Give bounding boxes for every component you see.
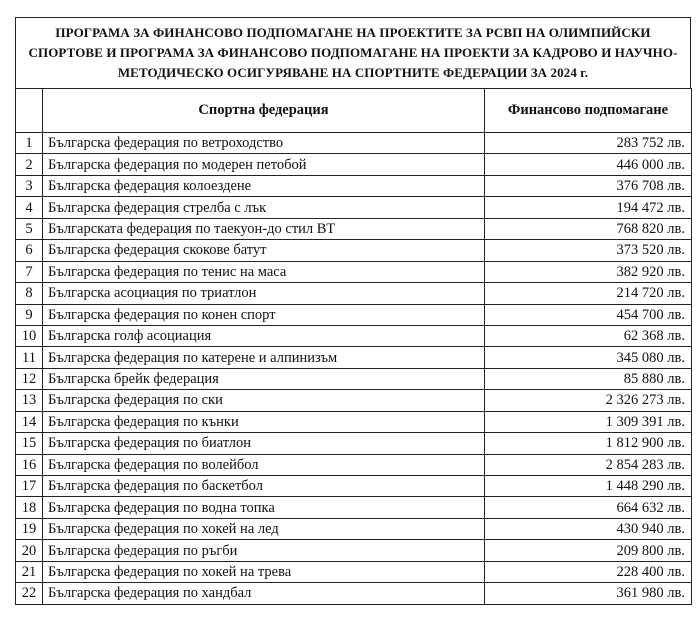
federation-name: Българска асоциация по триатлон bbox=[43, 283, 485, 304]
funding-amount: 430 940 лв. bbox=[485, 518, 692, 539]
table-row bbox=[16, 497, 692, 518]
table-row bbox=[16, 518, 692, 539]
federation-name: Българска федерация по хокей на лед bbox=[43, 518, 485, 539]
funding-amount: 376 708 лв. bbox=[485, 175, 692, 196]
funding-amount: 2 326 273 лв. bbox=[485, 390, 692, 411]
row-number: 1 bbox=[16, 133, 43, 154]
table-row bbox=[16, 347, 692, 368]
federation-name: Българска федерация по биатлон bbox=[43, 433, 485, 454]
table-row bbox=[16, 390, 692, 411]
funding-amount: 209 800 лв. bbox=[485, 540, 692, 561]
header-federation: Спортна федерация bbox=[43, 89, 485, 133]
federation-name: Българска федерация по кънки bbox=[43, 411, 485, 432]
table-row bbox=[16, 283, 692, 304]
row-number: 18 bbox=[16, 497, 43, 518]
row-number: 10 bbox=[16, 325, 43, 346]
funding-amount: 283 752 лв. bbox=[485, 133, 692, 154]
federation-name: Българската федерация по таекуон-до стил ВТ bbox=[43, 218, 485, 239]
federation-name: Българска федерация по модерен петобой bbox=[43, 154, 485, 175]
federation-name: Българска федерация по ски bbox=[43, 390, 485, 411]
federation-name: Българска федерация по ветроходство bbox=[43, 133, 485, 154]
table-body bbox=[16, 133, 692, 605]
federation-name: Българска федерация скокове батут bbox=[43, 240, 485, 261]
row-number: 2 bbox=[16, 154, 43, 175]
funding-amount: 454 700 лв. bbox=[485, 304, 692, 325]
header-funding: Финансово подпомагане bbox=[485, 89, 692, 133]
funding-amount: 768 820 лв. bbox=[485, 218, 692, 239]
row-number: 21 bbox=[16, 561, 43, 582]
title-line-3: МЕТОДИЧЕСКО ОСИГУРЯВАНЕ НА СПОРТНИТЕ ФЕДЕРАЦИИ ЗА 2024 г. bbox=[117, 65, 589, 80]
table-row bbox=[16, 433, 692, 454]
federation-name: Българска федерация по конен спорт bbox=[43, 304, 485, 325]
table-row bbox=[16, 304, 692, 325]
table-row bbox=[16, 540, 692, 561]
federation-name: Българска федерация по ръгби bbox=[43, 540, 485, 561]
table-row bbox=[16, 154, 692, 175]
federation-name: Българска федерация по тенис на маса bbox=[43, 261, 485, 282]
table-row bbox=[16, 476, 692, 497]
header-number bbox=[16, 89, 43, 133]
row-number: 7 bbox=[16, 261, 43, 282]
table-row bbox=[16, 368, 692, 389]
row-number: 14 bbox=[16, 411, 43, 432]
table-row bbox=[16, 411, 692, 432]
funding-amount: 194 472 лв. bbox=[485, 197, 692, 218]
table-row bbox=[16, 561, 692, 582]
table-row bbox=[16, 240, 692, 261]
funding-amount: 2 854 283 лв. bbox=[485, 454, 692, 475]
document bbox=[15, 17, 691, 605]
document-title bbox=[15, 17, 691, 88]
funding-amount: 1 812 900 лв. bbox=[485, 433, 692, 454]
funding-amount: 62 368 лв. bbox=[485, 325, 692, 346]
table-row bbox=[16, 197, 692, 218]
funding-amount: 1 448 290 лв. bbox=[485, 476, 692, 497]
row-number: 13 bbox=[16, 390, 43, 411]
row-number: 12 bbox=[16, 368, 43, 389]
federation-name: Българска федерация по водна топка bbox=[43, 497, 485, 518]
funding-table bbox=[15, 88, 692, 605]
federation-name: Българска федерация по хокей на трева bbox=[43, 561, 485, 582]
table-header-row bbox=[16, 89, 692, 133]
federation-name: Българска федерация стрелба с лък bbox=[43, 197, 485, 218]
table-row bbox=[16, 218, 692, 239]
row-number: 22 bbox=[16, 583, 43, 604]
table-row bbox=[16, 454, 692, 475]
funding-amount: 446 000 лв. bbox=[485, 154, 692, 175]
funding-amount: 664 632 лв. bbox=[485, 497, 692, 518]
row-number: 20 bbox=[16, 540, 43, 561]
federation-name: Българска федерация колоездене bbox=[43, 175, 485, 196]
row-number: 16 bbox=[16, 454, 43, 475]
funding-amount: 85 880 лв. bbox=[485, 368, 692, 389]
row-number: 8 bbox=[16, 283, 43, 304]
funding-amount: 228 400 лв. bbox=[485, 561, 692, 582]
federation-name: Българска федерация по волейбол bbox=[43, 454, 485, 475]
federation-name: Българска голф асоциация bbox=[43, 325, 485, 346]
funding-amount: 361 980 лв. bbox=[485, 583, 692, 604]
funding-amount: 214 720 лв. bbox=[485, 283, 692, 304]
federation-name: Българска федерация по хандбал bbox=[43, 583, 485, 604]
row-number: 15 bbox=[16, 433, 43, 454]
federation-name: Българска брейк федерация bbox=[43, 368, 485, 389]
title-line-2: СПОРТОВЕ И ПРОГРАМА ЗА ФИНАНСОВО ПОДПОМАГАНЕ НА ПРОЕКТИ ЗА КАДРОВО И НАУЧНО- bbox=[28, 45, 678, 60]
table-row bbox=[16, 325, 692, 346]
row-number: 9 bbox=[16, 304, 43, 325]
funding-amount: 345 080 лв. bbox=[485, 347, 692, 368]
funding-amount: 1 309 391 лв. bbox=[485, 411, 692, 432]
funding-amount: 382 920 лв. bbox=[485, 261, 692, 282]
row-number: 3 bbox=[16, 175, 43, 196]
federation-name: Българска федерация по баскетбол bbox=[43, 476, 485, 497]
row-number: 6 bbox=[16, 240, 43, 261]
table-row bbox=[16, 583, 692, 604]
federation-name: Българска федерация по катерене и алпинизъм bbox=[43, 347, 485, 368]
row-number: 17 bbox=[16, 476, 43, 497]
row-number: 4 bbox=[16, 197, 43, 218]
funding-amount: 373 520 лв. bbox=[485, 240, 692, 261]
row-number: 19 bbox=[16, 518, 43, 539]
row-number: 5 bbox=[16, 218, 43, 239]
row-number: 11 bbox=[16, 347, 43, 368]
title-line-1: ПРОГРАМА ЗА ФИНАНСОВО ПОДПОМАГАНЕ НА ПРОЕКТИТЕ ЗА РСВП НА ОЛИМПИЙСКИ bbox=[55, 25, 651, 40]
table-row bbox=[16, 261, 692, 282]
table-row bbox=[16, 175, 692, 196]
table-row bbox=[16, 133, 692, 154]
